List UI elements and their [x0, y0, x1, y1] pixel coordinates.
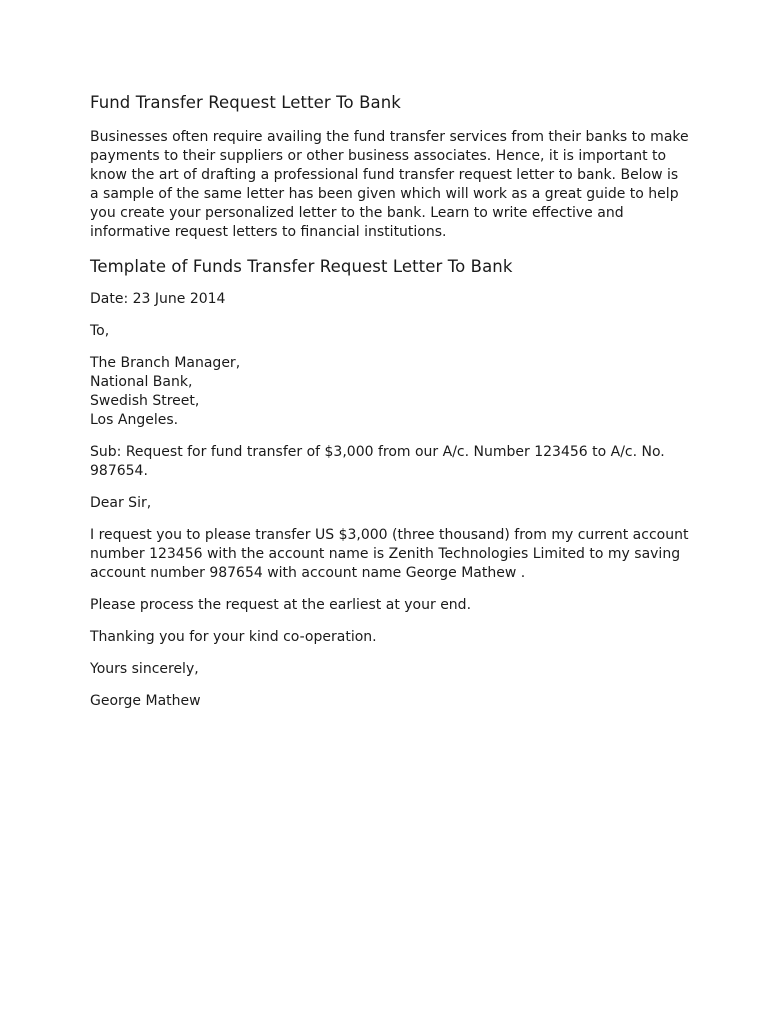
document-title: Fund Transfer Request Letter To Bank [90, 93, 401, 112]
address-line: Los Angeles. [90, 412, 179, 428]
letter-subject: Sub: Request for fund transfer of $3,000 from our A/c. Number 123456 to A/c. No. 987654. [90, 444, 665, 479]
letter-signature: George Mathew [90, 693, 201, 709]
intro-paragraph: Businesses often require availing the fund transfer services from their banks to make payments to their suppliers or other business associates. Hence, it is important to know the art of drafting a professional fund transfer request letter to bank. Below is a sample of the same letter has been given which will work as a great guide to help you create your personalized letter to the bank. Learn to write effective and informative request letters to financial institutions. [90, 129, 689, 240]
document-page [90, 92, 690, 724]
letter-salutation: Dear Sir, [90, 495, 152, 511]
template-heading: Template of Funds Transfer Request Letter To Bank [90, 257, 513, 276]
letter-date: Date: 23 June 2014 [90, 291, 226, 307]
address-line: Swedish Street, [90, 393, 200, 409]
recipient-address [90, 354, 690, 430]
letter-body: I request you to please transfer US $3,000 (three thousand) from my current account number 123456 with the account name is Zenith Technologies Limited to my saving account number 987654 with account name George Mathew . [90, 527, 689, 581]
address-line: National Bank, [90, 374, 193, 390]
letter-to: To, [90, 323, 110, 339]
letter-request: Please process the request at the earliest at your end. [90, 597, 472, 613]
letter-closing: Yours sincerely, [90, 661, 199, 677]
address-line: The Branch Manager, [90, 355, 241, 371]
letter-thanks: Thanking you for your kind co-operation. [90, 629, 377, 645]
